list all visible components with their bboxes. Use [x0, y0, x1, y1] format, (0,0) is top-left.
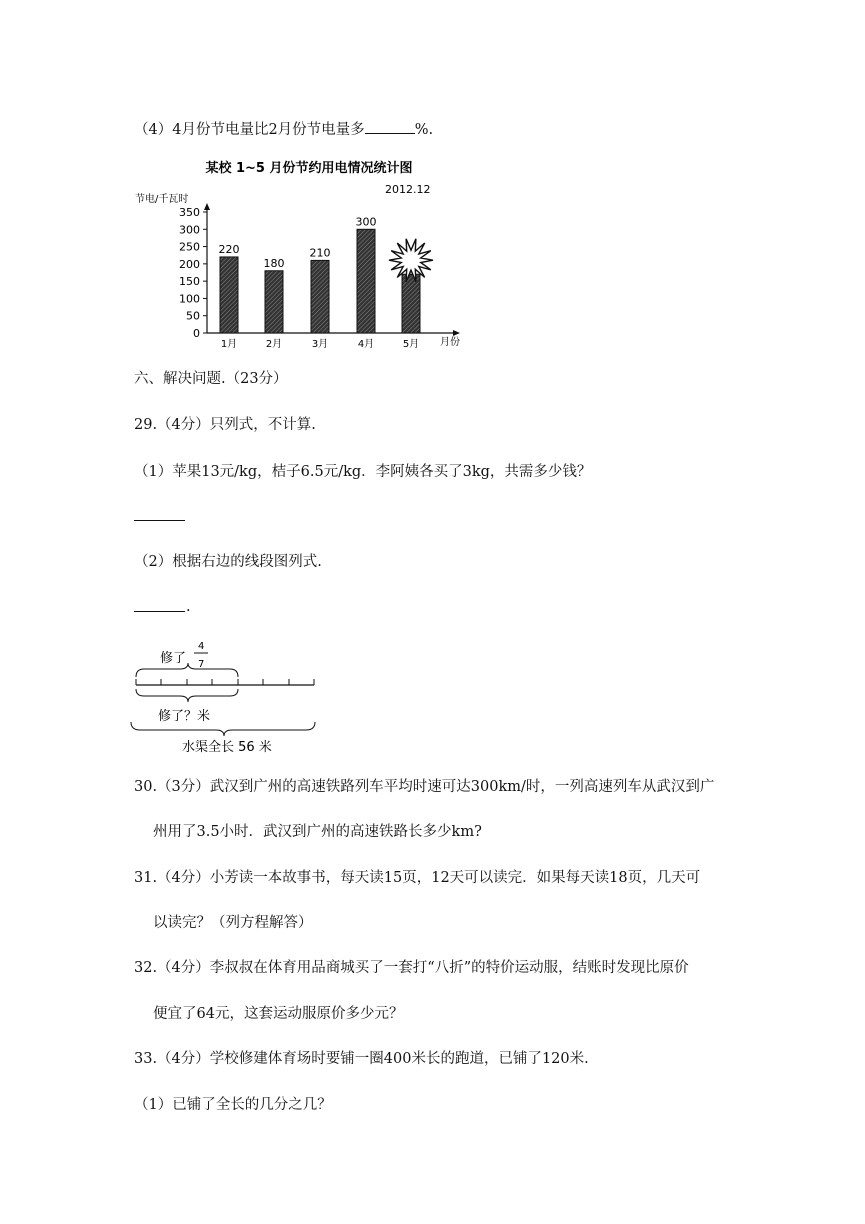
bar — [311, 260, 329, 333]
y-tick-label: 300 — [179, 223, 200, 237]
segment-diagram — [128, 632, 328, 757]
bar — [265, 271, 283, 333]
y-tick-label: 200 — [179, 257, 200, 271]
q28-part4 — [134, 119, 433, 140]
q33-stem: 33.（4分）学校修建体育场时要铺一圈400米长的跑道，已铺了120米. — [134, 1051, 589, 1067]
bar — [402, 274, 420, 333]
y-tick-label: 350 — [179, 206, 200, 219]
y-tick-label: 150 — [179, 275, 200, 289]
answer-blank[interactable] — [134, 520, 185, 521]
chart-subtitle: 2012.12 — [385, 183, 431, 196]
q33-part1: （1）已铺了全长的几分之几？ — [134, 1097, 332, 1113]
x-tick-label: 3月 — [311, 339, 329, 350]
data-label: 210 — [309, 246, 331, 260]
q29-stem: 29.（4分）只列式，不计算. — [134, 417, 316, 433]
bar — [357, 229, 375, 333]
q28-part4-suffix: %. — [414, 122, 434, 138]
bar — [220, 257, 238, 333]
x-tick-label: 1月 — [220, 339, 238, 350]
segment-bottom-label: 水渠全长 56 米 — [182, 740, 272, 755]
segment-top-label: 修了 — [160, 651, 187, 666]
fraction-numerator: 4 — [198, 641, 205, 652]
x-tick-label: 4月 — [357, 339, 375, 350]
q31-line1: 31.（4分）小芳读一本故事书，每天读15页，12天可以读完．如果每天读18页，几天可 — [134, 870, 701, 886]
q29-part1: （1）苹果13元/kg，桔子6.5元/kg．李阿姨各买了3kg，共需多少钱？ — [134, 464, 592, 480]
data-label: 300 — [355, 215, 377, 229]
q30-line2: 州用了3.5小时．武汉到广州的高速铁路长多少km? — [153, 824, 482, 840]
q29-part2: （2）根据右边的线段图列式. — [134, 554, 322, 570]
q29-part2-period: . — [186, 599, 191, 615]
y-tick-label: 250 — [179, 240, 200, 254]
q30-line1: 30.（3分）武汉到广州的高速铁路列车平均时速可达300km/时，一列高速列车从武汉到广 — [134, 779, 715, 795]
chart-title: 某校 1~5 月份节约用电情况统计图 — [205, 161, 413, 176]
q28-part4-prefix: （4）4月份节电量比2月份节电量多 — [134, 122, 365, 138]
q32-line1: 32.（4分）李叔叔在体育用品商城买了一套打“八折”的特价运动服，结账时发现比原价 — [134, 960, 689, 976]
x-axis-arrow — [453, 330, 460, 336]
x-tick-label: 2月 — [265, 339, 283, 350]
data-label: 180 — [263, 256, 285, 270]
y-tick-label: 100 — [179, 292, 200, 306]
fraction-denominator: 7 — [198, 659, 205, 670]
answer-blank[interactable] — [365, 119, 415, 134]
y-tick-label: 50 — [186, 309, 200, 323]
section-heading: 六、解决问题.（23分） — [134, 371, 288, 387]
chart-y-axis-label: 节电/千瓦时 — [135, 194, 189, 205]
data-label: 220 — [218, 242, 240, 256]
y-axis-arrow — [204, 203, 210, 210]
q32-line2: 便宜了64元，这套运动服原价多少元？ — [153, 1006, 404, 1022]
answer-blank[interactable] — [134, 611, 185, 612]
q31-line2: 以读完？（列方程解答） — [153, 915, 313, 931]
segment-mid-label: 修了？米 — [158, 709, 211, 724]
x-tick-label: 5月 — [402, 339, 420, 350]
y-tick-label: 0 — [193, 327, 200, 340]
bar-chart — [133, 152, 473, 352]
chart-x-axis-label: 月份 — [440, 337, 460, 348]
